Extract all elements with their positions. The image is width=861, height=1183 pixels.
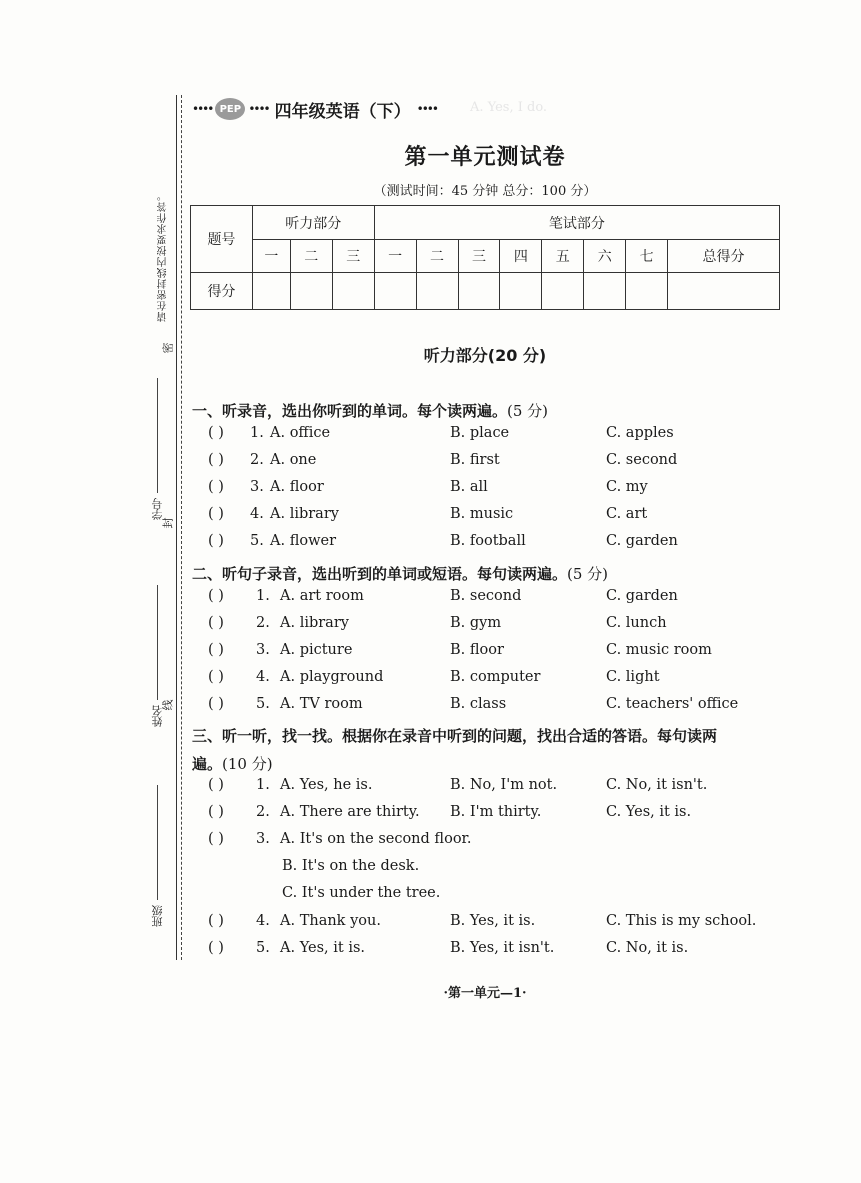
binding-line <box>176 95 177 960</box>
q2-heading-text: 二、听句子录音，选出听到的单词或短语。每句读两遍。 <box>192 565 568 583</box>
answer-blank[interactable]: ( ) <box>208 588 224 604</box>
option-b: B. football <box>450 533 526 549</box>
option-b: B. computer <box>450 669 541 685</box>
option-c: C. art <box>606 506 648 522</box>
exam-meta: （测试时间：45 分钟 总分：100 分） <box>373 184 597 199</box>
option-c: C. garden <box>606 533 678 549</box>
answer-blank[interactable]: ( ) <box>208 913 224 929</box>
total-score-cell[interactable] <box>668 273 780 310</box>
score-cell[interactable] <box>416 273 458 310</box>
option-b: B. No, I'm not. <box>450 777 558 793</box>
q1-item-5 <box>208 533 788 559</box>
item-number: 5. <box>256 696 270 712</box>
q2-item-3 <box>208 642 788 668</box>
q3-heading-line2 <box>192 750 782 778</box>
answer-blank[interactable]: ( ) <box>208 940 224 956</box>
option-b: B. first <box>450 452 500 468</box>
exam-title: 第一单元测试卷 <box>404 145 566 170</box>
answer-blank[interactable]: ( ) <box>208 425 224 441</box>
pep-badge: PEP <box>215 98 245 120</box>
answer-blank[interactable]: ( ) <box>208 804 224 820</box>
right-ornament: •••• <box>416 102 437 116</box>
q3-item-2 <box>208 804 788 830</box>
item-number: 3. <box>250 479 264 495</box>
binding-note: 请在密封线内按要求作答。 <box>158 190 169 322</box>
q3-heading-line1: 三、听一听，找一找。根据你在录音中听到的问题，找出合适的答语。每句读两 <box>192 727 718 745</box>
item-number: 2. <box>250 452 264 468</box>
col-written-6: 六 <box>584 240 626 273</box>
option-a: A. It's on the second floor. <box>280 831 472 847</box>
q1-item-4 <box>208 506 788 532</box>
score-cell[interactable] <box>542 273 584 310</box>
col-written-1: 一 <box>374 240 416 273</box>
q2-item-4 <box>208 669 788 695</box>
option-a: A. office <box>270 425 331 441</box>
bleed-through: A. Yes, I do. <box>470 100 548 115</box>
q3-points: (10 分) <box>222 755 273 773</box>
option-b: B. all <box>450 479 488 495</box>
q3-item-4 <box>208 913 788 939</box>
answer-blank[interactable]: ( ) <box>208 696 224 712</box>
item-number: 1. <box>256 777 270 793</box>
option-a: A. one <box>270 452 317 468</box>
q2-item-1 <box>208 588 788 614</box>
col-listening-2: 二 <box>290 240 332 273</box>
option-c: C. No, it isn't. <box>606 777 708 793</box>
score-cell[interactable] <box>626 273 668 310</box>
col-written-4: 四 <box>500 240 542 273</box>
option-a: A. There are thirty. <box>280 804 420 820</box>
score-cell[interactable] <box>500 273 542 310</box>
answer-blank[interactable]: ( ) <box>208 642 224 658</box>
listening-section-title: 听力部分(20 分) <box>423 346 547 365</box>
option-c: C. music room <box>606 642 712 658</box>
item-number: 5. <box>250 533 264 549</box>
col-total: 总得分 <box>668 240 780 273</box>
option-b: B. second <box>450 588 522 604</box>
seal-char-xian: 线 <box>161 699 175 711</box>
q1-item-1 <box>208 425 788 451</box>
page-footer: ·第一单元—1· <box>443 986 527 1001</box>
q1-points: (5 分) <box>507 402 549 420</box>
q2-heading <box>192 560 782 588</box>
left-ornament: •••• <box>192 102 213 116</box>
option-a: A. Yes, he is. <box>280 777 373 793</box>
q1-item-3 <box>208 479 788 505</box>
score-cell[interactable] <box>458 273 500 310</box>
book-header <box>192 95 437 123</box>
col-written-3: 三 <box>458 240 500 273</box>
option-b: B. floor <box>450 642 504 658</box>
option-a: A. TV room <box>280 696 363 712</box>
middle-ornament: •••• <box>248 102 269 116</box>
answer-blank[interactable]: ( ) <box>208 831 224 847</box>
score-cell[interactable] <box>252 273 290 310</box>
option-c: C. light <box>606 669 660 685</box>
answer-blank[interactable]: ( ) <box>208 777 224 793</box>
option-c: C. my <box>606 479 648 495</box>
col-written-7: 七 <box>626 240 668 273</box>
q3-item-5 <box>208 940 788 966</box>
option-c: C. lunch <box>606 615 667 631</box>
q2-item-5 <box>208 696 788 722</box>
score-row-label: 得分 <box>191 273 253 310</box>
answer-blank[interactable]: ( ) <box>208 506 224 522</box>
answer-blank[interactable]: ( ) <box>208 615 224 631</box>
col-written-5: 五 <box>542 240 584 273</box>
q3-item-3-option-b: B. It's on the desk. <box>282 858 420 874</box>
option-a: A. Thank you. <box>280 913 381 929</box>
q1-heading-text: 一、听录音，选出你听到的单词。每个读两遍。 <box>192 402 508 420</box>
item-number: 4. <box>256 913 270 929</box>
option-a: A. flower <box>270 533 337 549</box>
binding-dashed-line <box>181 95 182 960</box>
option-b: B. gym <box>450 615 502 631</box>
q2-item-2 <box>208 615 788 641</box>
score-cell[interactable] <box>332 273 374 310</box>
col-written-2: 二 <box>416 240 458 273</box>
item-number: 2. <box>256 615 270 631</box>
option-a: A. library <box>280 615 349 631</box>
item-number: 3. <box>256 642 270 658</box>
option-b: B. class <box>450 696 507 712</box>
option-b: B. I'm thirty. <box>450 804 542 820</box>
option-b: B. Yes, it isn't. <box>450 940 555 956</box>
seal-char-feng: 封 <box>161 517 175 529</box>
option-c: C. This is my school. <box>606 913 757 929</box>
option-b: B. music <box>450 506 514 522</box>
item-number: 1. <box>256 588 270 604</box>
q2-points: (5 分) <box>567 565 609 583</box>
option-c: C. Yes, it is. <box>606 804 692 820</box>
student-id-blank[interactable] <box>157 378 158 493</box>
score-cell[interactable] <box>290 273 332 310</box>
item-number: 3. <box>256 831 270 847</box>
option-a: A. picture <box>280 642 353 658</box>
student-name-label: 姓名 <box>151 705 164 727</box>
option-c: C. second <box>606 452 678 468</box>
item-number: 1. <box>250 425 264 441</box>
item-number-label: 题号 <box>191 206 253 273</box>
class-label: 班级 <box>151 905 164 927</box>
listening-part-label: 听力部分 <box>252 206 374 240</box>
item-number: 2. <box>256 804 270 820</box>
q3-heading <box>192 722 782 778</box>
option-c: C. teachers' office <box>606 696 739 712</box>
q3-item-3 <box>208 831 788 857</box>
option-c: C. garden <box>606 588 678 604</box>
option-a: A. library <box>270 506 339 522</box>
option-c: C. No, it is. <box>606 940 689 956</box>
score-table <box>190 205 780 310</box>
option-a: A. floor <box>270 479 324 495</box>
q3-heading-line2-text: 遍。 <box>192 755 223 773</box>
written-part-label: 笔试部分 <box>374 206 779 240</box>
option-a: A. Yes, it is. <box>280 940 366 956</box>
col-listening-3: 三 <box>332 240 374 273</box>
item-number: 5. <box>256 940 270 956</box>
option-b: B. place <box>450 425 510 441</box>
col-listening-1: 一 <box>252 240 290 273</box>
option-c: C. apples <box>606 425 674 441</box>
item-number: 4. <box>250 506 264 522</box>
option-a: A. art room <box>280 588 364 604</box>
score-cell[interactable] <box>374 273 416 310</box>
q1-item-2 <box>208 452 788 478</box>
option-b: B. Yes, it is. <box>450 913 536 929</box>
answer-blank[interactable]: ( ) <box>208 669 224 685</box>
option-a: A. playground <box>280 669 384 685</box>
answer-blank[interactable]: ( ) <box>208 479 224 495</box>
answer-blank[interactable]: ( ) <box>208 452 224 468</box>
class-blank[interactable] <box>157 785 158 900</box>
q3-item-1 <box>208 777 788 803</box>
student-name-blank[interactable] <box>157 585 158 700</box>
score-cell[interactable] <box>584 273 626 310</box>
student-id-label: 学号 <box>151 498 164 520</box>
q1-heading <box>192 397 782 425</box>
q3-item-3-option-c: C. It's under the tree. <box>282 885 441 901</box>
book-title: 四年级英语（下） <box>274 101 411 122</box>
item-number: 4. <box>256 669 270 685</box>
answer-blank[interactable]: ( ) <box>208 533 224 549</box>
seal-char-mi: 密 <box>161 342 175 354</box>
